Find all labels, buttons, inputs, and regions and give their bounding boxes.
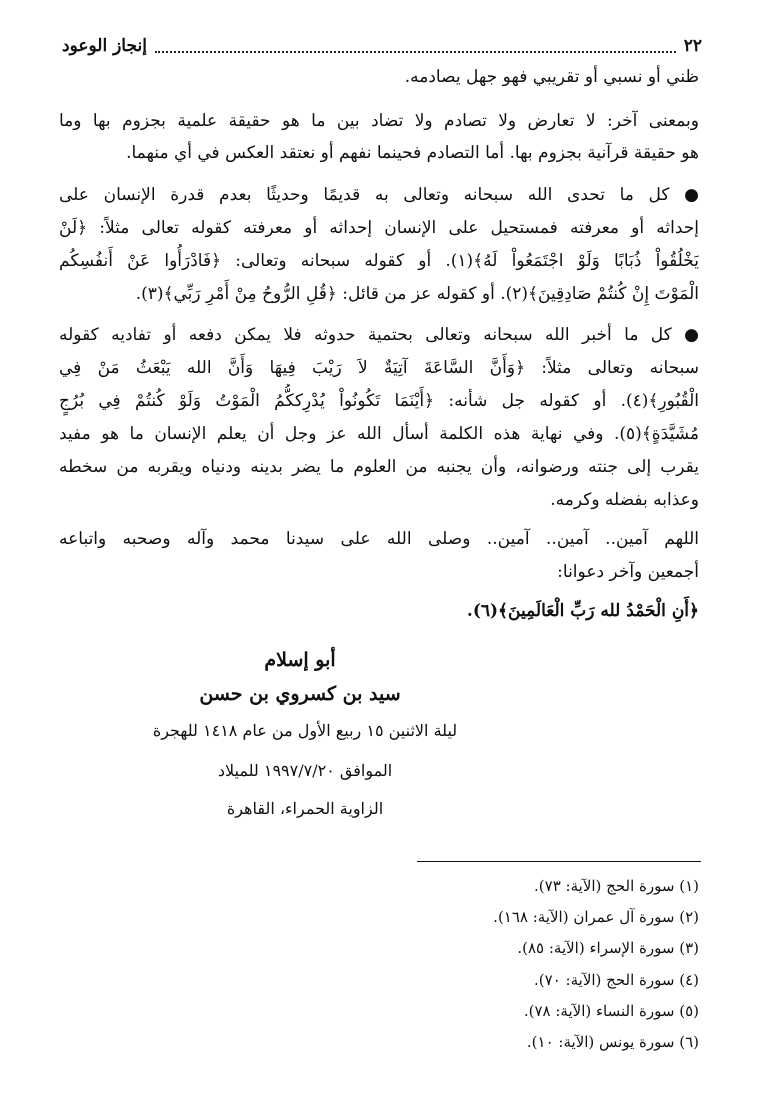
body-line: إحداثه أو معرفته فمستحيل على الإنسان إحداثه أو معرفته كقوله تعالى مثلاً: ﴿لَنْ xyxy=(59,218,699,238)
body-line: وبمعنى آخر: لا تعارض ولا تصادم ولا تضاد بين ما هو حقيقة علمية بجزوم بها وما xyxy=(59,111,699,131)
page-number: ٢٢ xyxy=(683,36,702,56)
footnote: (٣) سورة الإسراء (الآية: ٨٥). xyxy=(517,939,699,957)
footnote: (١) سورة الحج (الآية: ٧٣). xyxy=(534,877,699,895)
author-nickname: أبو إسلام xyxy=(264,649,336,671)
author-name: سيد بن كسروي بن حسن xyxy=(199,683,401,705)
place: الزاوية الحمراء، القاهرة xyxy=(226,799,384,818)
body-line: مُشَيَّدَةٍ﴾(٥). وفي نهاية هذه الكلمة أسأل الله عز وجل أن يعلم الإنسان ما هو مفيد xyxy=(59,424,699,444)
body-line: اللهم آمين.. آمين.. آمين.. وصلى الله على سيدنا محمد وآله وصحبه واتباعه xyxy=(59,529,699,549)
body-line: الْمَوْتَ إِنْ كُنتُمْ صَادِقِينَ﴾(٢). أو كقوله عز من قائل: ﴿قُلِ الرُّوحُ مِنْ أَمْرِ رَبِّي﴾(٣). xyxy=(135,284,699,304)
body-line: سبحانه وتعالى مثلاً: ﴿وَأَنَّ السَّاعَةَ آتِيَةٌ لاَ رَيْبَ فِيهَا وَأَنَّ الله يَبْعَثُ مَنْ فِي xyxy=(59,358,699,378)
closing-verse: ﴿أَنِ الْحَمْدُ لله رَبِّ الْعَالَمِينَ﴾(٦). xyxy=(466,601,699,621)
gregorian-date: الموافق ١٩٩٧/٧/٢٠ للميلاد xyxy=(217,761,393,780)
body-line: يقرب إلى جنته ورضوانه، وأن يجنبه من العلوم ما يضر بدينه ودنياه ويقربه من سخطه xyxy=(59,457,699,477)
footnote: (٢) سورة آل عمران (الآية: ١٦٨). xyxy=(493,908,699,926)
body-line: أجمعين وآخر دعوانا: xyxy=(557,562,699,582)
footnote-separator xyxy=(417,861,701,862)
body-line: ظني أو نسبي أو تقريبي فهو جهل يصادمه. xyxy=(404,67,699,87)
bullet-paragraph-line: ● كل ما تحدى الله سبحانه وتعالى به قديمًا وحديثًا بعدم قدرة الإنسان على xyxy=(59,185,699,205)
hijri-date: ليلة الاثنين ١٥ ربيع الأول من عام ١٤١٨ للهجرة xyxy=(152,721,458,740)
footnote: (٤) سورة الحج (الآية: ٧٠). xyxy=(534,971,699,989)
footnote: (٦) سورة يونس (الآية: ١٠). xyxy=(526,1033,699,1051)
body-line: الْقُبُورِ﴾(٤). أو كقوله جل شأنه: ﴿أَيْنَمَا تَكُونُواْ يُدْرِككُّمُ الْمَوْتُ وَلَوْ كُنتُمْ فِي بُرُجٍ xyxy=(59,391,699,411)
body-line: هو حقيقة قرآنية بجزوم بها. أما التصادم فحينما نفهم أو نعتقد العكس في أي منهما. xyxy=(126,143,699,163)
body-line: وعذابه بفضله وكرمه. xyxy=(550,490,699,510)
header-leader-dots xyxy=(155,39,676,53)
footnote: (٥) سورة النساء (الآية: ٧٨). xyxy=(523,1002,699,1020)
bullet-paragraph-line: ● كل ما أخبر الله سبحانه وتعالى بحتمية حدوثه فلا يمكن دفعه أو تفاديه كقوله xyxy=(59,325,699,345)
body-line: يَخْلُقُواْ ذُبَابًا وَلَوْ اجْتَمَعُواْ لَهُ﴾(١). أو كقوله سبحانه وتعالى: ﴿فَادْرَأُوا عَنْ أَنفُسِكُم xyxy=(59,251,699,271)
book-title: إنجاز الوعود xyxy=(62,36,147,56)
running-header xyxy=(62,34,702,58)
